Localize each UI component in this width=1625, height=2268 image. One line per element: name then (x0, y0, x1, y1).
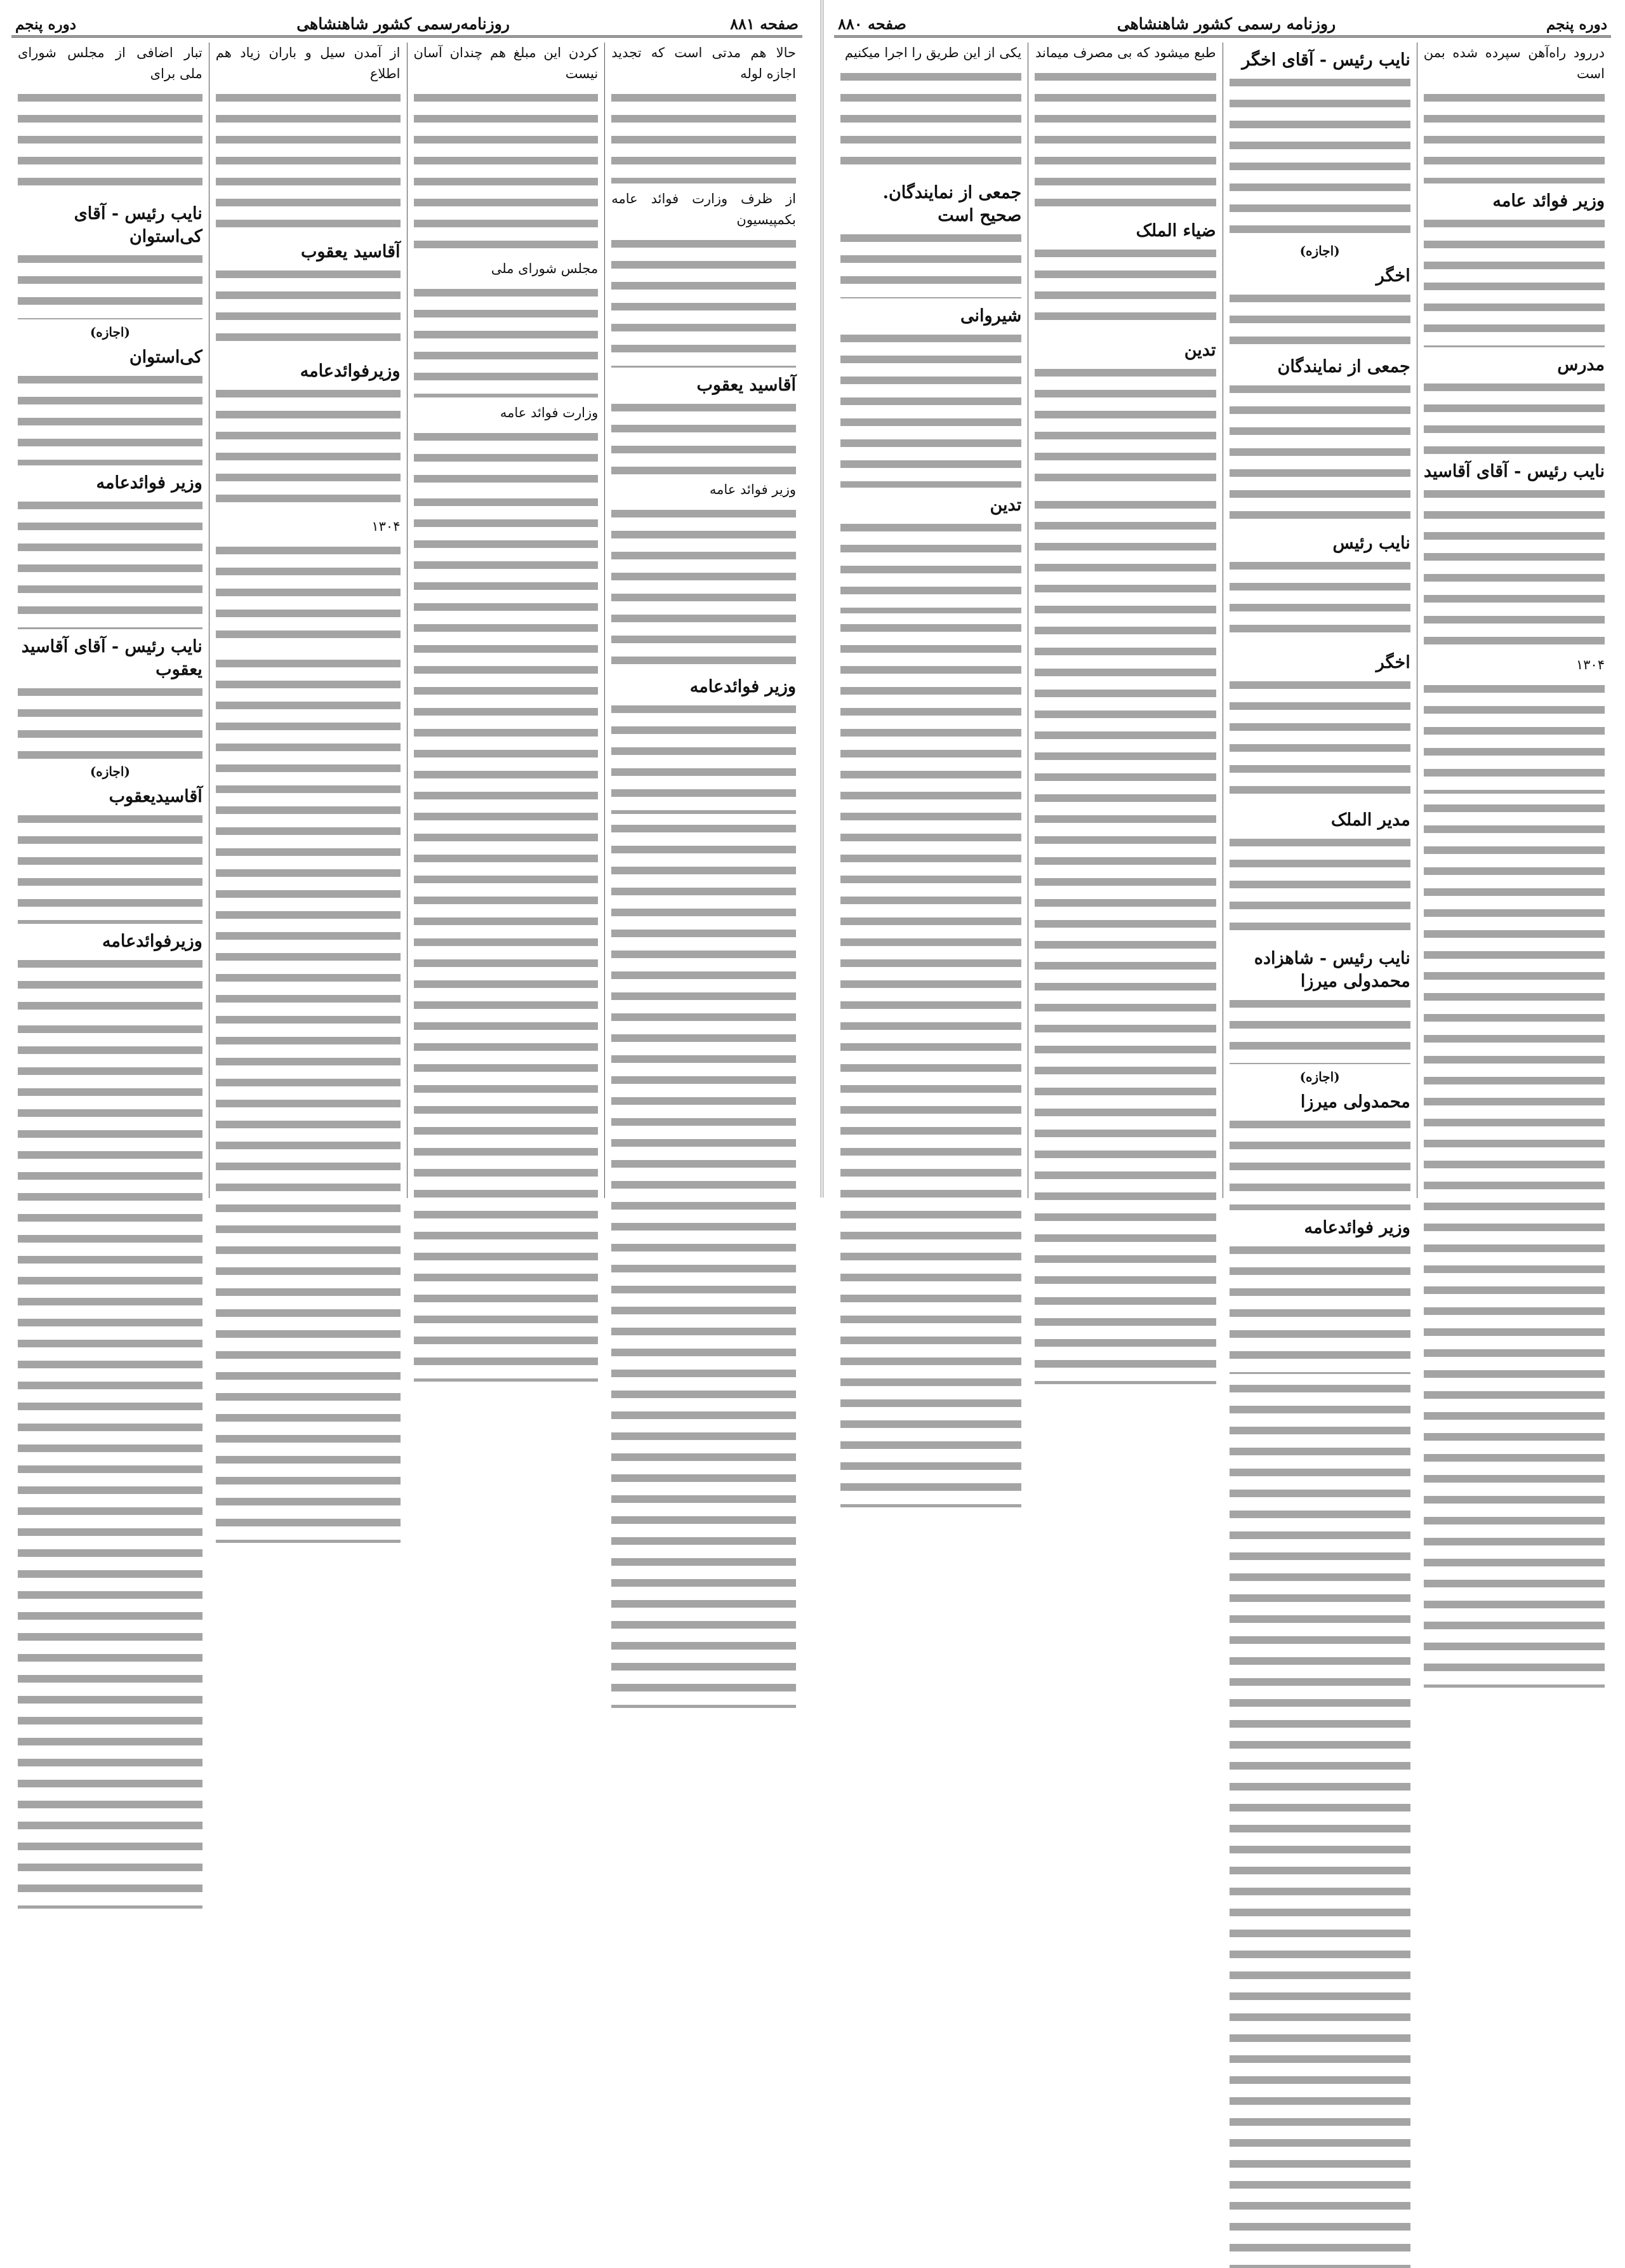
text-fragment: ۱۳۰۴ (371, 519, 401, 534)
left-page-column-3 (209, 43, 407, 1198)
right-page (825, 0, 1625, 1237)
text-fragment: ۱۳۰۴ (1575, 657, 1605, 672)
body-text-lines (1230, 1241, 1410, 1374)
body-text-lines (1035, 363, 1216, 490)
right-page-column-1 (1417, 43, 1611, 1198)
speaker-heading: مدیر الملک (1330, 810, 1410, 830)
text-fragment: وزارت فوائد عامه (500, 405, 599, 420)
speaker-heading: وزیر فوائدعامه (1304, 1218, 1410, 1237)
body-text-lines (18, 954, 202, 1015)
body-text-lines (1230, 994, 1410, 1064)
body-text-lines (611, 819, 796, 1708)
speaker-heading: وزیرفوائدعامه (102, 931, 202, 951)
permission-note: (اجازه) (1299, 243, 1340, 258)
body-text-lines (216, 88, 401, 234)
speaker-heading: ضیاء الملک (1136, 221, 1216, 241)
speaker-heading: آقاسید یعقوب (696, 375, 796, 395)
right-page-title: روزنامه رسمی کشور شاهنشاهی (1117, 15, 1336, 33)
body-text-lines (216, 654, 401, 1543)
body-text-lines (414, 283, 599, 397)
text-fragment: از ظرف وزارت فوائد عامه بکمپیسیون (611, 191, 796, 227)
speaker-heading: وزیر فوائدعامه (96, 473, 202, 493)
right-page-columns (834, 43, 1611, 1237)
right-page-period: دوره پنجم (1546, 16, 1607, 33)
left-page-column-1 (604, 43, 802, 1198)
speaker-heading: شیروانی (960, 306, 1022, 326)
body-text-lines (216, 265, 401, 354)
body-text-lines (414, 88, 599, 253)
speaker-heading: تدین (1184, 340, 1216, 360)
speaker-heading: نایب رئیس - آقای اخگر (1242, 50, 1410, 70)
body-text-lines (1230, 380, 1410, 526)
text-fragment: مجلس شورای ملی (491, 261, 599, 276)
left-page-column-2 (407, 43, 605, 1198)
body-text-lines (840, 518, 1021, 613)
body-text-lines (611, 234, 796, 368)
body-text-lines (611, 88, 796, 183)
speaker-heading: نایب رئیس - آقای آقاسید (1423, 462, 1605, 481)
body-text-lines (18, 496, 202, 629)
left-page (0, 0, 819, 1197)
text-fragment: از آمدن سیل و باران زیاد هم اطلاع (215, 45, 401, 81)
body-text-lines (18, 1020, 202, 1909)
body-text-lines (1230, 289, 1410, 349)
body-text-lines (611, 504, 796, 669)
speaker-heading: مدرس (1557, 355, 1605, 375)
left-page-number: صفحه ۸۸۱ (730, 15, 799, 33)
body-text-lines (1424, 214, 1605, 347)
right-page-number: صفحه ۸۸۰ (838, 15, 906, 33)
body-text-lines (611, 398, 796, 474)
left-page-column-4 (11, 43, 209, 1198)
left-page-columns (11, 43, 802, 1198)
speaker-heading: نایب رئیس (1332, 533, 1410, 553)
right-page-column-2 (1223, 43, 1417, 1237)
speaker-heading: وزیر فوائد عامه (1492, 191, 1605, 211)
left-page-title: روزنامه‌رسمی کشور شاهنشاهی (296, 15, 510, 33)
body-text-lines (216, 384, 401, 511)
speaker-heading: نایب رئیس - آقای کی‌استوان (74, 204, 202, 246)
body-text-lines (1424, 484, 1605, 650)
text-fragment: دررود راه‌آهن سپرده شده بمن است (1423, 45, 1605, 81)
speaker-heading: جمعی از نمایندگان. صحیح است (882, 183, 1022, 225)
speaker-heading: آقاسید یعقوب (300, 242, 401, 262)
body-text-lines (414, 427, 599, 488)
body-text-lines (18, 370, 202, 465)
body-text-lines (1424, 679, 1605, 794)
permission-note: (اجازه) (1299, 1069, 1340, 1084)
body-text-lines (216, 541, 401, 649)
body-text-lines (840, 618, 1021, 1507)
body-text-lines (1230, 73, 1410, 238)
text-fragment: حالا هم مدتی است که تجدید اجازه لوله (611, 45, 796, 81)
page-gutter (820, 0, 824, 1197)
speaker-heading: جمعی از نمایندگان (1277, 357, 1410, 377)
body-text-lines (1424, 378, 1605, 454)
speaker-heading: وزیر فوائدعامه (689, 677, 796, 697)
body-text-lines (840, 67, 1021, 175)
text-fragment: طبع میشود که بی مصرف میماند (1035, 45, 1216, 60)
speaker-heading: تدین (990, 495, 1022, 515)
speaker-heading: کی‌استوان (129, 347, 202, 367)
body-text-lines (1035, 495, 1216, 1384)
text-fragment: وزیر فوائد عامه (709, 482, 796, 497)
body-text-lines (1035, 244, 1216, 333)
speaker-heading: اخگر (1376, 266, 1410, 286)
speaker-heading: محمدولی میرزا (1300, 1092, 1410, 1112)
body-text-lines (1424, 799, 1605, 1688)
speaker-heading: اخگر (1376, 653, 1410, 672)
body-text-lines (1230, 1379, 1410, 2268)
body-text-lines (18, 250, 202, 319)
left-page-period: دوره پنجم (15, 16, 77, 33)
body-text-lines (840, 329, 1021, 488)
body-text-lines (1230, 556, 1410, 645)
body-text-lines (611, 700, 796, 814)
speaker-heading: نایب رئیس - آقای آقاسید یعقوب (21, 637, 202, 679)
left-page-masthead (11, 9, 802, 37)
speaker-heading: آقاسیدیعقوب (109, 787, 202, 806)
speaker-heading: نایب رئیس - شاهزاده محمدولی میرزا (1254, 949, 1410, 991)
right-page-column-3 (1028, 43, 1222, 1198)
body-text-lines (1424, 88, 1605, 183)
body-text-lines (1230, 833, 1410, 941)
right-page-masthead (834, 9, 1611, 37)
body-text-lines (1230, 1115, 1410, 1210)
text-fragment: یکی از این طریق را اجرا میکنیم (844, 45, 1022, 60)
body-text-lines (414, 493, 599, 1382)
body-text-lines (1230, 676, 1410, 803)
text-fragment: تبار اضافی از مجلس شورای ملی برای (18, 45, 202, 81)
body-text-lines (18, 810, 202, 924)
body-text-lines (18, 683, 202, 759)
body-text-lines (840, 229, 1021, 298)
permission-note: (اجازه) (90, 324, 130, 340)
body-text-lines (1035, 67, 1216, 213)
speaker-heading: وزیرفوائدعامه (300, 361, 401, 381)
body-text-lines (18, 88, 202, 196)
right-page-column-4 (834, 43, 1028, 1198)
text-fragment: کردن این مبلغ هم چندان آسان نیست (413, 45, 599, 81)
permission-note: (اجازه) (90, 764, 130, 779)
